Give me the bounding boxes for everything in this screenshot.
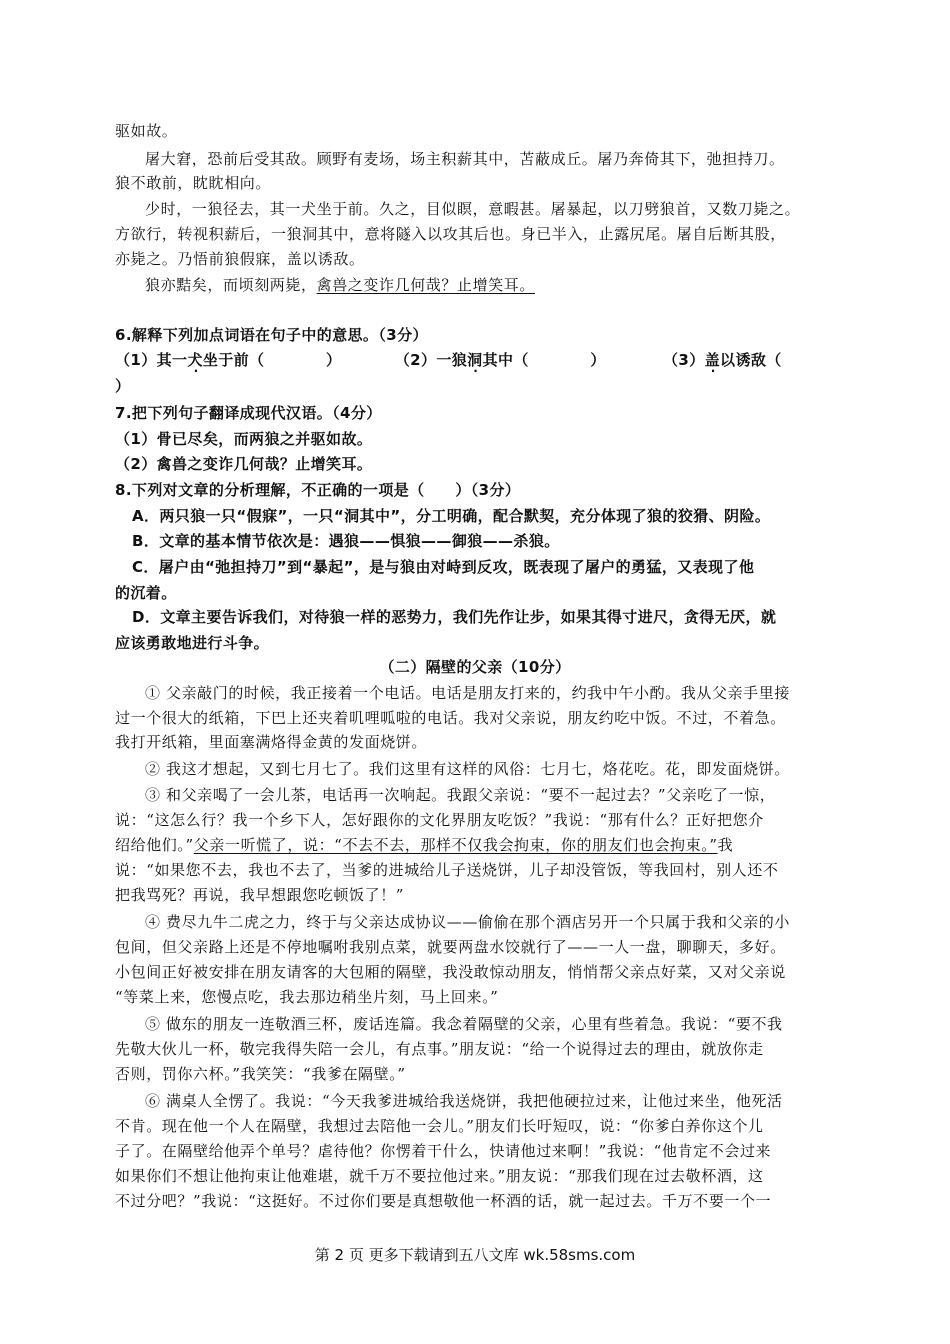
wolf-text-line: 方欲行，转视积薪后，一狼洞其中，意将隧入以攻其后也。身已半入，止露尻尾。屠自后断其股， bbox=[115, 225, 786, 243]
wolf-paragraph-3 bbox=[145, 274, 535, 296]
dotted-word: 洞 bbox=[467, 351, 483, 369]
question-6: 6.解释下列加点词语在句子中的意思。（3分） bbox=[115, 326, 428, 344]
q6-item-2: （2）一狼洞其中（ ） bbox=[394, 351, 606, 369]
option-d-cont: 应该勇敢地进行斗争。 bbox=[115, 634, 270, 652]
wolf-text-line: 驱如故。 bbox=[115, 122, 178, 140]
story-paragraph-6: ⑥ 满桌人全愣了。我说：“今天我爹进城给我送烧饼，我把他硬拉过来，让他过来坐，他死活 bbox=[145, 1092, 783, 1110]
story-paragraph-5: ⑤ 做东的朋友一连敬酒三杯，废话连篇。我念着隔壁的父亲，心里有些着急。我说：“要不我 bbox=[145, 1015, 783, 1033]
wolf-paragraph-1: 屠大窘，恐前后受其敌。顾野有麦场，场主积薪其中，苫蔽成丘。屠乃奔倚其下，弛担持刀。 bbox=[145, 150, 785, 168]
q6-item-3-close: ） bbox=[115, 377, 131, 395]
wolf-text: 狼亦黠矣，而顷刻两毙， bbox=[145, 276, 317, 294]
question-7-item-2: （2）禽兽之变诈几何哉？止增笑耳。 bbox=[115, 455, 373, 473]
dotted-word: 犬 bbox=[187, 351, 203, 369]
story-paragraph-4: ④ 费尽九牛二虎之力，终于与父亲达成协议——偷偷在那个酒店另开一个只属于我和父亲的小 bbox=[145, 913, 790, 931]
story-text-line: 如果你们不想让他拘束让他难堪，就千万不要拉他过来。”朋友说：“那我们现在过去敬杯酒，这 bbox=[115, 1167, 764, 1185]
wolf-paragraph-2: 少时，一狼径去，其一犬坐于前。久之，目似瞑，意暇甚。屠暴起，以刀劈狼首，又数刀毙之。 bbox=[145, 200, 801, 218]
question-7-item-1: （1）骨已尽矣，而两狼之并驱如故。 bbox=[115, 430, 373, 448]
question-8: 8.下列对文章的分析理解，不正确的一项是（ ）（3分） bbox=[115, 481, 521, 499]
section-title: （二）隔壁的父亲（10分） bbox=[379, 658, 571, 676]
wolf-text-line: 亦毙之。乃悟前狼假寐，盖以诱敌。 bbox=[115, 250, 365, 268]
question-7: 7.把下列句子翻译成现代汉语。（4分） bbox=[115, 404, 382, 422]
story-text-line: 不肯。现在他一个人在隔壁，我想过去陪他一会儿。”朋友们长吁短叹，说：“你爹白养你这个儿 bbox=[115, 1117, 764, 1135]
story-paragraph-2: ② 我这才想起，又到七月七了。我们这里有这样的风俗：七月七，烙花吃。花，即发面烧饼。 bbox=[145, 760, 790, 778]
underlined-sentence: 父亲一听慌了，说：“不去不去，那样不仅我会拘束，你的朋友们也会拘束。” bbox=[193, 836, 718, 854]
q6-item-1: （1）其一犬坐于前（ ） bbox=[115, 351, 342, 369]
story-text-line: 把我骂死？再说，我早想跟您吃顿饭了！” bbox=[115, 886, 405, 904]
dotted-word: 盖 bbox=[704, 351, 721, 369]
story-text-line: 我打开纸箱，里面塞满烙得金黄的发面烧饼。 bbox=[115, 733, 428, 751]
story-text-line: “等菜上来，您慢点吃，我去那边稍坐片刻，马上回来。” bbox=[115, 988, 499, 1006]
story-text-line: 绍给他们。”父亲一听慌了，说：“不去不去，那样不仅我会拘束，你的朋友们也会拘束。”我 bbox=[115, 836, 734, 854]
option-c-cont: 的沉着。 bbox=[115, 584, 177, 602]
question-6-items bbox=[115, 349, 782, 371]
story-paragraph-3: ③ 和父亲喝了一会儿茶，电话再一次响起。我跟父亲说：“要不一起过去？”父亲吃了一惊， bbox=[145, 786, 776, 804]
story-text-line: 说：“这怎么行？我一个乡下人，怎好跟你的文化界朋友吃饭？”我说：“那有什么？正好把您介 bbox=[115, 811, 764, 829]
option-a: A．两只狼一只“假寐”，一只“洞其中”，分工明确，配合默契，充分体现了狼的狡猾、阴险。 bbox=[132, 507, 771, 525]
wolf-text-line: 狼不敢前，眈眈相向。 bbox=[115, 174, 272, 192]
option-b: B．文章的基本情节依次是：遇狼——惧狼——御狼——杀狼。 bbox=[132, 532, 560, 550]
option-d: D．文章主要告诉我们，对待狼一样的恶势力，我们先作让步，如果其得寸进尺，贪得无厌，就 bbox=[132, 608, 777, 626]
option-c: C．屠户由“弛担持刀”到“暴起”，是与狼由对峙到反攻，既表现了屠户的勇猛，又表现了他 bbox=[132, 558, 755, 576]
q6-item-3: （3）盖以诱敌（ bbox=[663, 351, 782, 369]
story-text-line: 不过分吧？”我说：“这挺好。不过你们要是真想敬他一杯酒的话，就一起过去。千万不要一个一 bbox=[115, 1192, 772, 1210]
story-text-line: 过一个很大的纸箱，下巴上还夹着叽哩呱啦的电话。我对父亲说，朋友约吃中饭。不过，不着急。 bbox=[115, 709, 786, 727]
underlined-sentence: 禽兽之变诈几何哉？止增笑耳。 bbox=[316, 276, 536, 294]
story-text-line: 包间，但父亲路上还是不停地嘱咐我别点菜，就要两盘水饺就行了——一人一盘，聊聊天，多好。 bbox=[115, 938, 786, 956]
story-text-line: 说：“如果您不去，我也不去了，当爹的进城给儿子送烧饼，儿子却没管饭，等我回村，别人还不 bbox=[115, 861, 779, 879]
story-text-line: 先敬大伙儿一杯，敬完我得失陪一会儿，有点事。”朋友说：“给一个说得过去的理由，就放你走 bbox=[115, 1040, 764, 1058]
page-footer: 第 2 页 更多下载请到五八文库 wk.58sms.com bbox=[314, 1246, 636, 1264]
story-text-line: 子了。在隔壁给他弄个单号？虐待他？你愣着干什么，快请他过来啊！”我说：“他肯定不会过来 bbox=[115, 1142, 772, 1160]
story-text-line: 否则，罚你六杯。”我笑笑：“我爹在隔壁。” bbox=[115, 1065, 406, 1083]
story-text-line: 小包间正好被安排在朋友请客的大包厢的隔壁，我没敢惊动朋友，悄悄帮父亲点好菜，又对父亲说 bbox=[115, 963, 786, 981]
story-paragraph-1: ① 父亲敲门的时候，我正接着一个电话。电话是朋友打来的，约我中午小酌。我从父亲手里接 bbox=[145, 684, 790, 702]
